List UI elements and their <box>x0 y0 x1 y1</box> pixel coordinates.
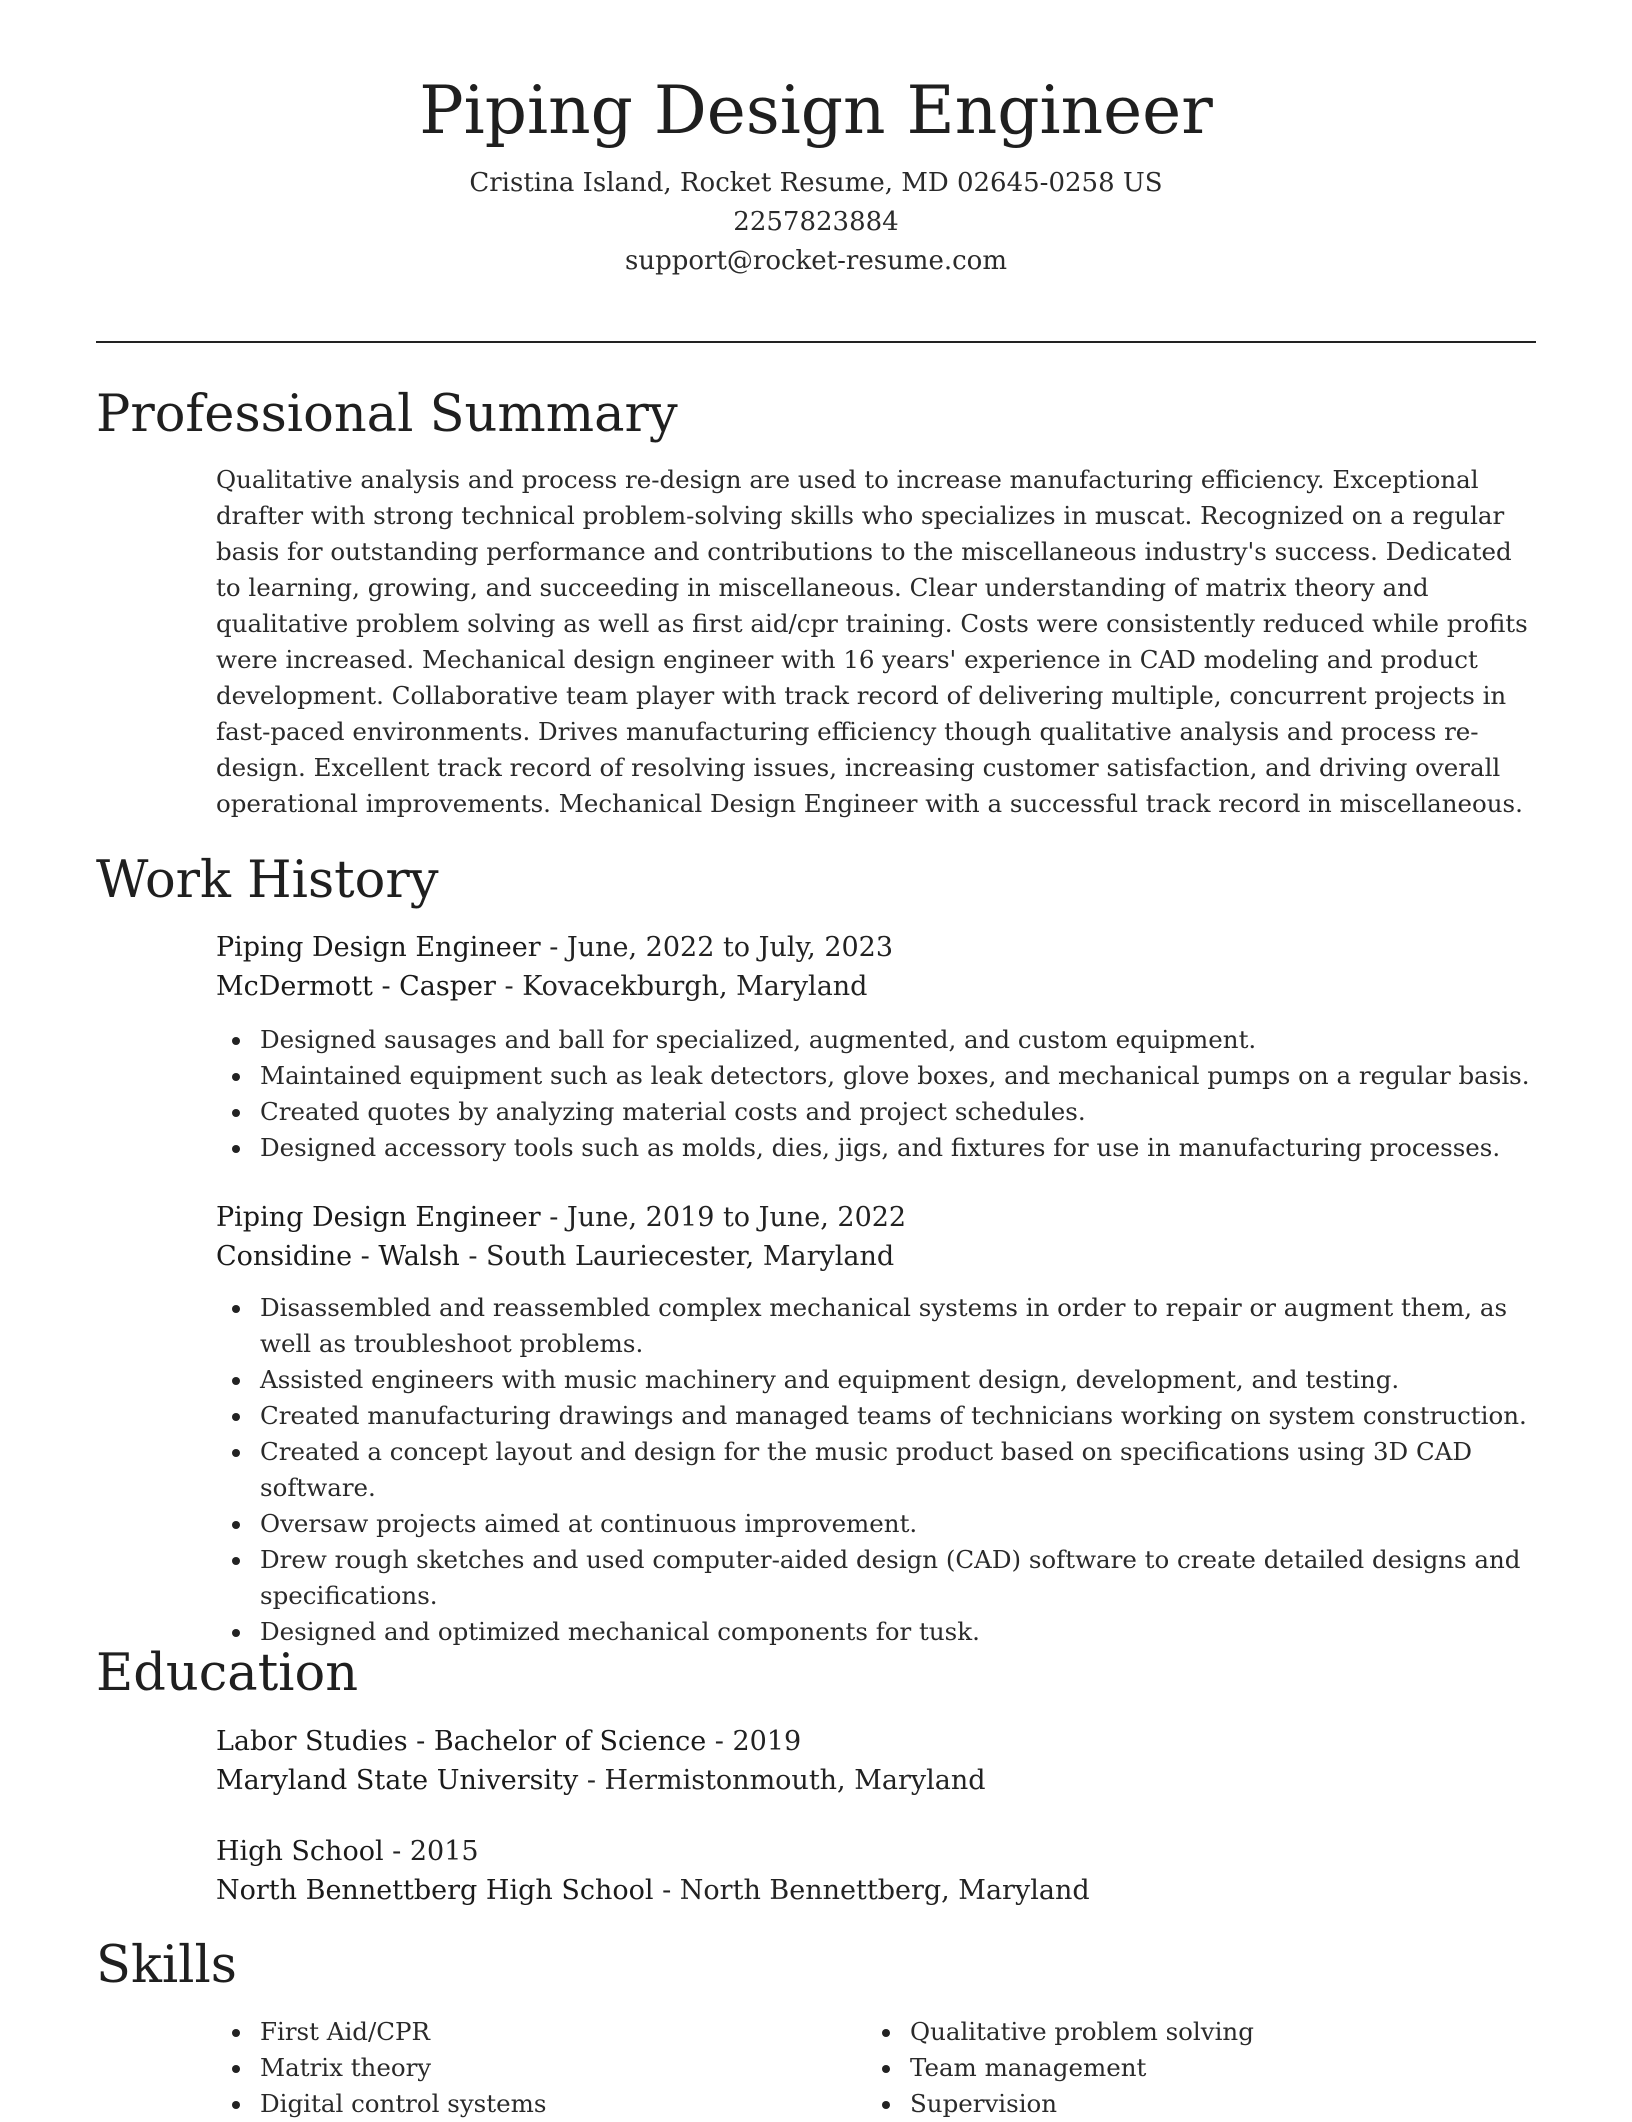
list-item: Created quotes by analyzing material costs and project schedules. <box>216 1094 1536 1130</box>
degree-line <box>216 1832 1536 1871</box>
list-item: Maintained equipment such as leak detectors, glove boxes, and mechanical pumps on a regular basis. <box>216 1058 1536 1094</box>
list-item: First Aid/CPR <box>216 2014 816 2050</box>
education-entry-2 <box>216 1832 1536 1910</box>
resume-name: Piping Design Engineer <box>419 72 1213 149</box>
graduation-year: - 2015 <box>383 1836 479 1867</box>
list-item: Designed and optimized mechanical components for tusk. <box>216 1614 1536 1650</box>
list-item: Drew rough sketches and used computer-aided design (CAD) software to create detailed designs and specifications. <box>216 1542 1536 1614</box>
job-dates: - June, 2019 to June, 2022 <box>540 1202 907 1233</box>
list-item: Assisted engineers with music machinery and equipment design, development, and testing. <box>216 1362 1536 1398</box>
contact-info <box>0 164 1632 281</box>
summary-heading: Professional Summary <box>96 385 678 444</box>
header-divider <box>96 341 1536 343</box>
work-history-heading: Work History <box>96 851 439 910</box>
job-company-line <box>216 1237 1536 1276</box>
address: Cristina Island, Rocket Resume, MD 02645-0258 US <box>469 168 1163 198</box>
job-location: - Kovacekburgh, Maryland <box>495 971 868 1002</box>
list-item: Created a concept layout and design for the music product based on specifications using 3D CAD software. <box>216 1434 1536 1506</box>
job-position: Piping Design Engineer <box>216 932 541 963</box>
list-item: Team management <box>866 2050 1466 2086</box>
list-item: Designed sausages and ball for specialized, augmented, and custom equipment. <box>216 1022 1536 1058</box>
education-heading: Education <box>96 1644 359 1703</box>
school-name: North Bennettberg High School <box>216 1875 654 1906</box>
list-item: Created manufacturing drawings and managed teams of technicians working on system construction. <box>216 1398 1536 1434</box>
list-item: Designed accessory tools such as molds, dies, jigs, and fixtures for use in manufacturing processes. <box>216 1130 1536 1166</box>
list-item: Matrix theory <box>216 2050 816 2086</box>
list-item: Supervision <box>866 2086 1466 2122</box>
list-item: Disassembled and reassembled complex mechanical systems in order to repair or augment them, as well as troubleshoot problems. <box>216 1290 1536 1362</box>
school-name: Maryland State University <box>216 1765 579 1796</box>
job-dates: - June, 2022 to July, 2023 <box>540 932 894 963</box>
school-location: - North Bennettberg, Maryland <box>653 1875 1090 1906</box>
education-entry-1 <box>216 1722 1536 1800</box>
list-item: Digital control systems <box>216 2086 816 2122</box>
phone: 2257823884 <box>733 207 899 237</box>
school-line <box>216 1871 1536 1910</box>
degree: High School <box>216 1836 384 1867</box>
degree-line <box>216 1722 1536 1761</box>
job-entry-1 <box>216 928 1536 1166</box>
school-location: - Hermistonmouth, Maryland <box>578 1765 986 1796</box>
skills-list <box>216 2014 816 2122</box>
job-entry-2 <box>216 1198 1536 1650</box>
list-item: Oversaw projects aimed at continuous improvement. <box>216 1506 1536 1542</box>
skills-column-left <box>216 2014 816 2122</box>
job-company: McDermott - Casper <box>216 971 496 1002</box>
job-title-line <box>216 928 1536 967</box>
skills-list <box>866 2014 1466 2122</box>
job-title-line <box>216 1198 1536 1237</box>
summary-text: Qualitative analysis and process re-design are used to increase manufacturing efficiency. Exceptional drafter with strong technical problem-solving skills who specializes in muscat. Recognized on a regular basis for outstanding performance and contributions to the miscellaneous industry's success. Dedicated to learning, growing, and succeeding in miscellaneous. Clear understanding of matrix theory and qualitative problem solving as well as first aid/cpr training. Costs were consistently reduced while profits were increased. Mechanical design engineer with 16 years' experience in CAD modeling and product development. Collaborative team player with track record of delivering multiple, concurrent projects in fast-paced environments. Drives manufacturing efficiency though qualitative analysis and process re-design. Excellent track record of resolving issues, increasing customer satisfaction, and driving overall operational improvements. Mechanical Design Engineer with a successful track record in miscellaneous. <box>216 465 1528 818</box>
graduation-year: - 2019 <box>706 1726 802 1757</box>
school-line <box>216 1761 1536 1800</box>
email: support@rocket-resume.com <box>624 246 1007 276</box>
skills-column-right <box>866 2014 1466 2122</box>
job-bullets <box>216 1290 1536 1650</box>
job-bullets <box>216 1022 1536 1166</box>
list-item: Qualitative problem solving <box>866 2014 1466 2050</box>
job-position: Piping Design Engineer <box>216 1202 541 1233</box>
job-company-line <box>216 967 1536 1006</box>
degree: Labor Studies - Bachelor of Science <box>216 1726 707 1757</box>
job-location: - South Lauriecester, Maryland <box>459 1241 895 1272</box>
resume-header <box>0 72 1632 281</box>
skills-heading: Skills <box>96 1936 237 1995</box>
job-company: Considine - Walsh <box>216 1241 460 1272</box>
